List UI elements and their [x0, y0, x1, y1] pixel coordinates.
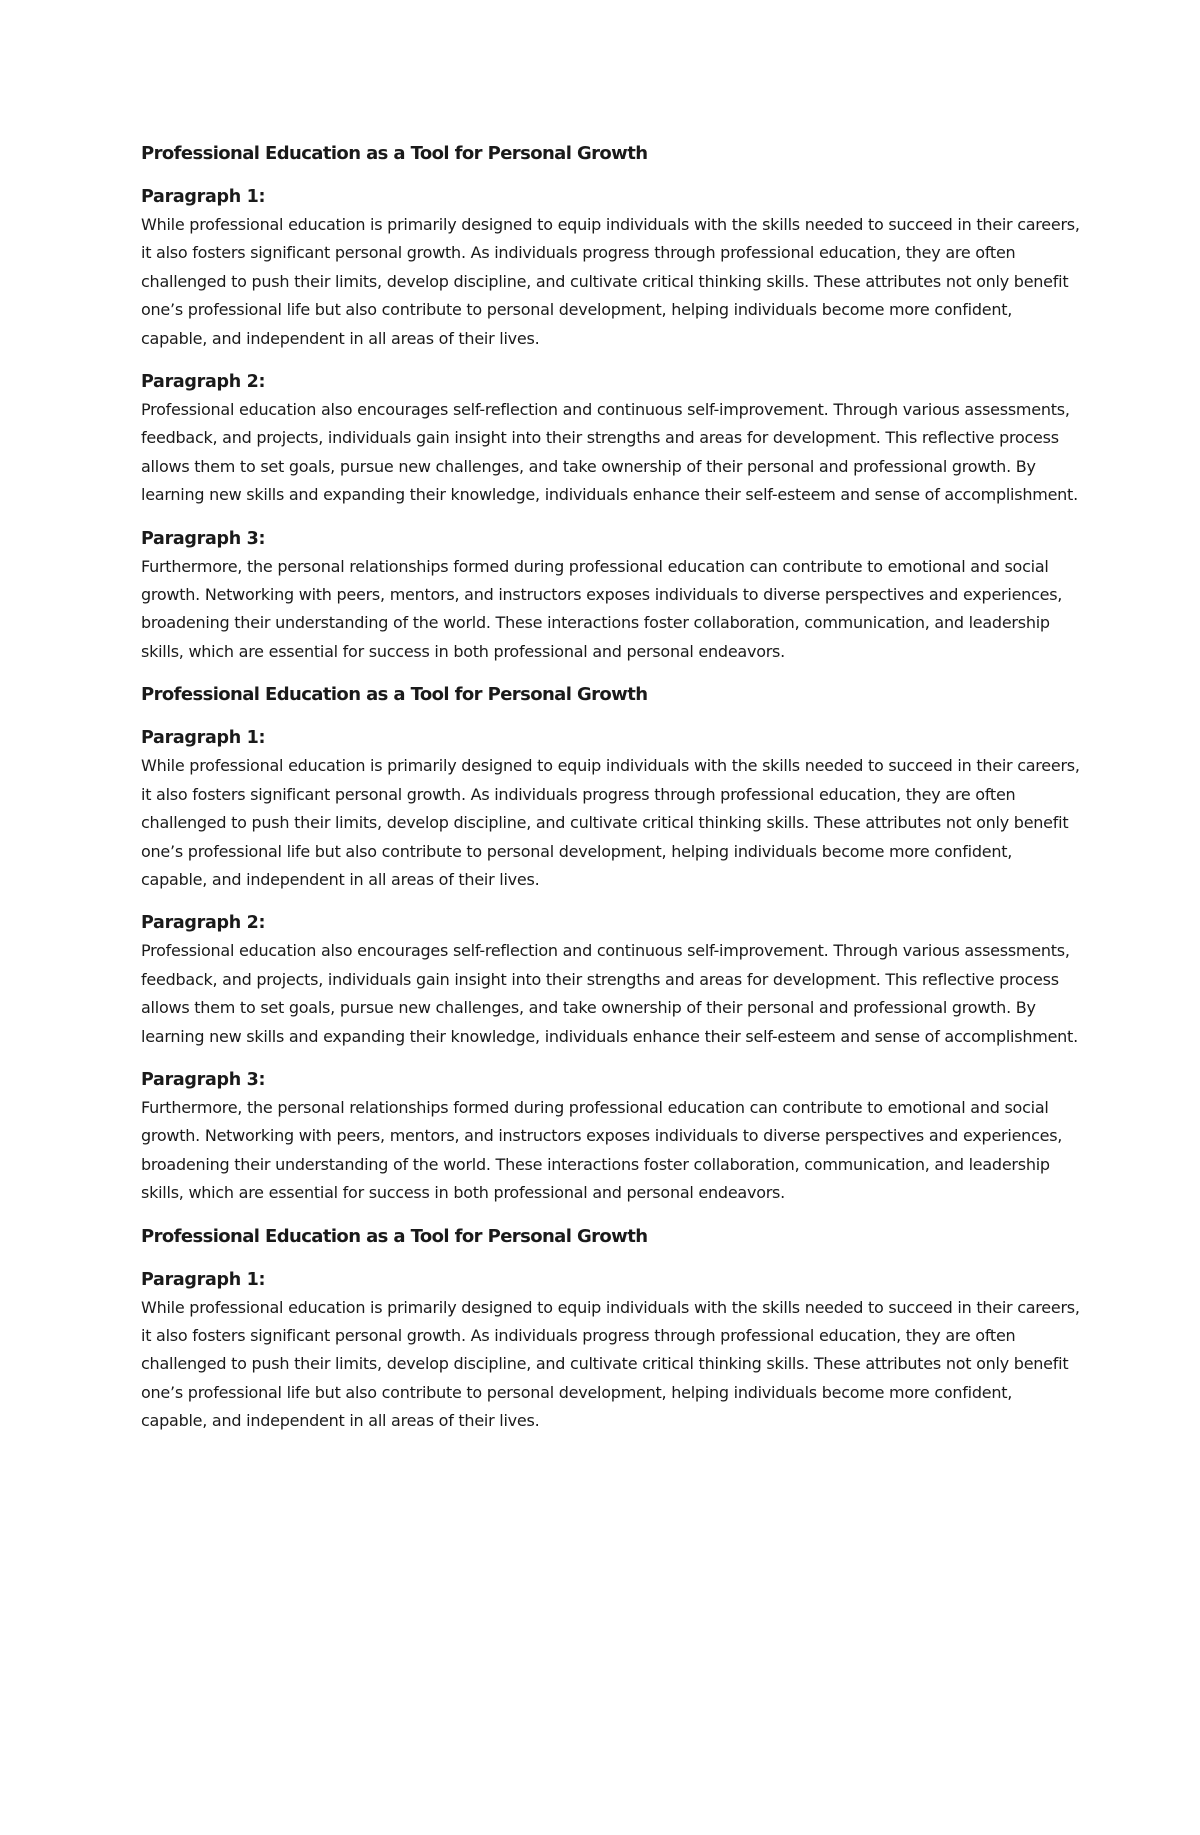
section-title: Professional Education as a Tool for Personal Growth [141, 143, 648, 164]
paragraph-text: Furthermore, the personal relationships formed during professional education can contribute to emotional and social growth. Networking with peers, mentors, and instructors exposes individuals to diverse perspectives and experiences, broadening their understanding of the world. These interactions foster collaboration, communication, and leadership skills, which are essential for success in both professional and personal endeavors. [141, 556, 1063, 661]
document-section [141, 1223, 1081, 1436]
paragraph-block [141, 1266, 1081, 1436]
paragraph-text: Furthermore, the personal relationships formed during professional education can contribute to emotional and social growth. Networking with peers, mentors, and instructors exposes individuals to diverse perspectives and experiences, broadening their understanding of the world. These interactions foster collaboration, communication, and leadership skills, which are essential for success in both professional and personal endeavors. [141, 1097, 1063, 1203]
paragraph-heading: Paragraph 2: [141, 372, 266, 393]
paragraph-block [141, 724, 1081, 894]
paragraph-heading: Paragraph 2: [141, 913, 266, 934]
paragraph-heading: Paragraph 3: [141, 1069, 266, 1090]
document-body [141, 140, 1081, 1451]
paragraph-block [141, 183, 1081, 353]
paragraph-text: Professional education also encourages self-reflection and continuous self-improvement. Through various assessments, feedback, and projects, individuals gain insight into their strengths and areas for development. This reflective process allows them to set goals, pursue new challenges, and take ownership of their personal and professional growth. By learning new skills and expanding their knowledge, individuals enhance their self-esteem and sense of accomplishment. [141, 400, 1078, 505]
paragraph-text: Professional education also encourages self-reflection and continuous self-improvement. Through various assessments, feedback, and projects, individuals gain insight into their strengths and areas for development. This reflective process allows them to set goals, pursue new challenges, and take ownership of their personal and professional growth. By learning new skills and expanding their knowledge, individuals enhance their self-esteem and sense of accomplishment. [141, 941, 1078, 1046]
paragraph-heading: Paragraph 1: [141, 728, 266, 749]
paragraph-text: While professional education is primarily designed to equip individuals with the skills needed to succeed in their careers, it also fosters significant personal growth. As individuals progress through professional education, they are often challenged to push their limits, develop discipline, and cultivate critical thinking skills. These attributes not only benefit one’s professional life but also contribute to personal development, helping individuals become more confident, capable, and independent in all areas of their lives. [141, 756, 1080, 889]
section-title: Professional Education as a Tool for Personal Growth [141, 1225, 648, 1247]
paragraph-block [141, 368, 1081, 510]
paragraph-block [141, 525, 1081, 667]
paragraph-heading: Paragraph 1: [141, 1269, 266, 1290]
paragraph-heading: Paragraph 1: [141, 187, 266, 207]
document-section [141, 681, 1081, 1207]
section-title: Professional Education as a Tool for Personal Growth [141, 684, 648, 706]
paragraph-block [141, 909, 1081, 1051]
document-section [141, 140, 1081, 666]
paragraph-text: While professional education is primarily designed to equip individuals with the skills needed to succeed in their careers, it also fosters significant personal growth. As individuals progress through professional education, they are often challenged to push their limits, develop discipline, and cultivate critical thinking skills. These attributes not only benefit one’s professional life but also contribute to personal development, helping individuals become more confident, capable, and independent in all areas of their lives. [141, 1297, 1080, 1431]
paragraph-text: While professional education is primarily designed to equip individuals with the skills needed to succeed in their careers, it also fosters significant personal growth. As individuals progress through professional education, they are often challenged to push their limits, develop discipline, and cultivate critical thinking skills. These attributes not only benefit one’s professional life but also contribute to personal development, helping individuals become more confident, capable, and independent in all areas of their lives. [141, 215, 1080, 348]
paragraph-heading: Paragraph 3: [141, 528, 266, 549]
paragraph-block [141, 1066, 1081, 1208]
